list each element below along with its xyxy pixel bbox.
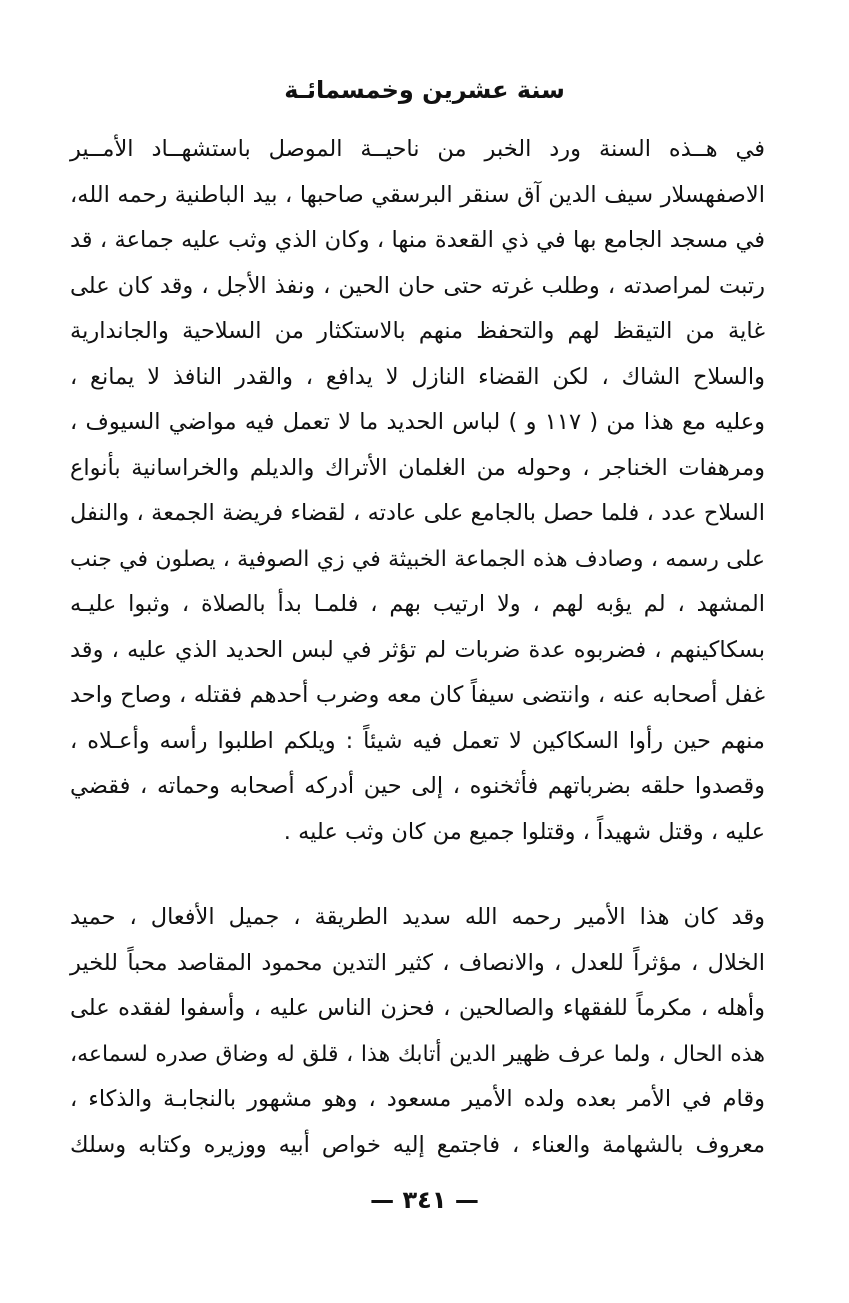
text-line: ومرهفات الخناجر ، وحوله من الغلمان الأتراك والديلم والخراسانية بأنواع xyxy=(70,454,765,481)
text-line: وقد كان هذا الأمير رحمه الله سديد الطريقة ، جميل الأفعال ، حميد xyxy=(70,904,765,930)
text-line: وعليه مع هذا من ( ١١٧ و ) لباس الحديد ما لا تعمل فيه مواضي السيوف ، xyxy=(70,409,765,435)
text-line: وقام في الأمر بعده ولده الأمير مسعود ، وهو مشهور بالنجابـة والذكاء ، xyxy=(70,1086,765,1112)
text-line: هذه الحال ، ولما عرف ظهير الدين أتابك هذا ، قلق له وضاق صدره لسماعه، xyxy=(70,1041,765,1067)
text-line: المشهد ، لم يؤبه لهم ، ولا ارتيب بهم ، فلمـا بدأ بالصلاة ، وثبوا عليـه xyxy=(70,591,765,617)
paragraph-spacer xyxy=(70,855,765,895)
text-line: عليه ، وقتل شهيداً ، وقتلوا جميع من كان وثب عليه . xyxy=(283,818,765,845)
paragraph-2 xyxy=(70,895,765,1168)
text-line: بسكاكينهم ، فضربوه عدة ضربات لم تؤثر في لبس الحديد الذي عليه ، وقد xyxy=(70,636,765,663)
text-line: رتبت لمراصدته ، وطلب غرته حتى حان الحين ، ونفذ الأجل ، وقد كان على xyxy=(70,272,765,299)
text-line: غاية من التيقظ لهم والتحفظ منهم بالاستكثار من السلاحية والجاندارية xyxy=(70,318,765,344)
text-line: على رسمه ، وصادف هذه الجماعة الخبيثة في زي الصوفية ، يصلون في جنب xyxy=(70,546,765,572)
paragraph-1 xyxy=(70,127,765,855)
text-line: وقصدوا حلقه بضرباتهم فأثخنوه ، إلى حين أدركه أصحابه وحماته ، فقضي xyxy=(70,773,765,799)
text-line: وأهله ، مكرماً للفقهاء والصالحين ، فحزن الناس عليه ، وأسفوا لفقده على xyxy=(70,995,765,1021)
text-line: في مسجد الجامع بها في ذي القعدة منها ، وكان الذي وثب عليه جماعة ، قد xyxy=(70,227,765,253)
text-line: الخلال ، مؤثراً للعدل ، والانصاف ، كثير التدين محمود المقاصد محباً للخير xyxy=(70,949,765,976)
text-line: الاصفهسلار سيف الدين آق سنقر البرسقي صاحبها ، بيد الباطنية رحمه الله، xyxy=(70,181,765,208)
running-title: سنة عشرين وخمسمائـة xyxy=(284,76,565,104)
text-line: معروف بالشهامة والعناء ، فاجتمع إليه خواص أبيه ووزيره وكتابه وسلك xyxy=(70,1131,765,1158)
page-number: — ٣٤١ — xyxy=(370,1186,479,1214)
text-line: في هــذه السنة ورد الخبر من ناحيــة الموصل باستشهــاد الأمــير xyxy=(70,136,765,162)
text-line: السلاح عدد ، فلما حصل بالجامع على عادته ، لقضاء فريضة الجمعة ، والنفل xyxy=(70,500,765,526)
text-line: والسلاح الشاك ، لكن القضاء النازل لا يدافع ، والقدر النافذ لا يمانع ، xyxy=(70,363,765,390)
body-text xyxy=(70,127,765,1168)
text-line: غفل أصحابه عنه ، وانتضى سيفاً كان معه وضرب أحدهم فقتله ، وصاح واحد xyxy=(70,682,765,708)
text-line: منهم حين رأوا السكاكين لا تعمل فيه شيئاً : ويلكم اطلبوا رأسه وأعـلاه ، xyxy=(70,727,765,754)
